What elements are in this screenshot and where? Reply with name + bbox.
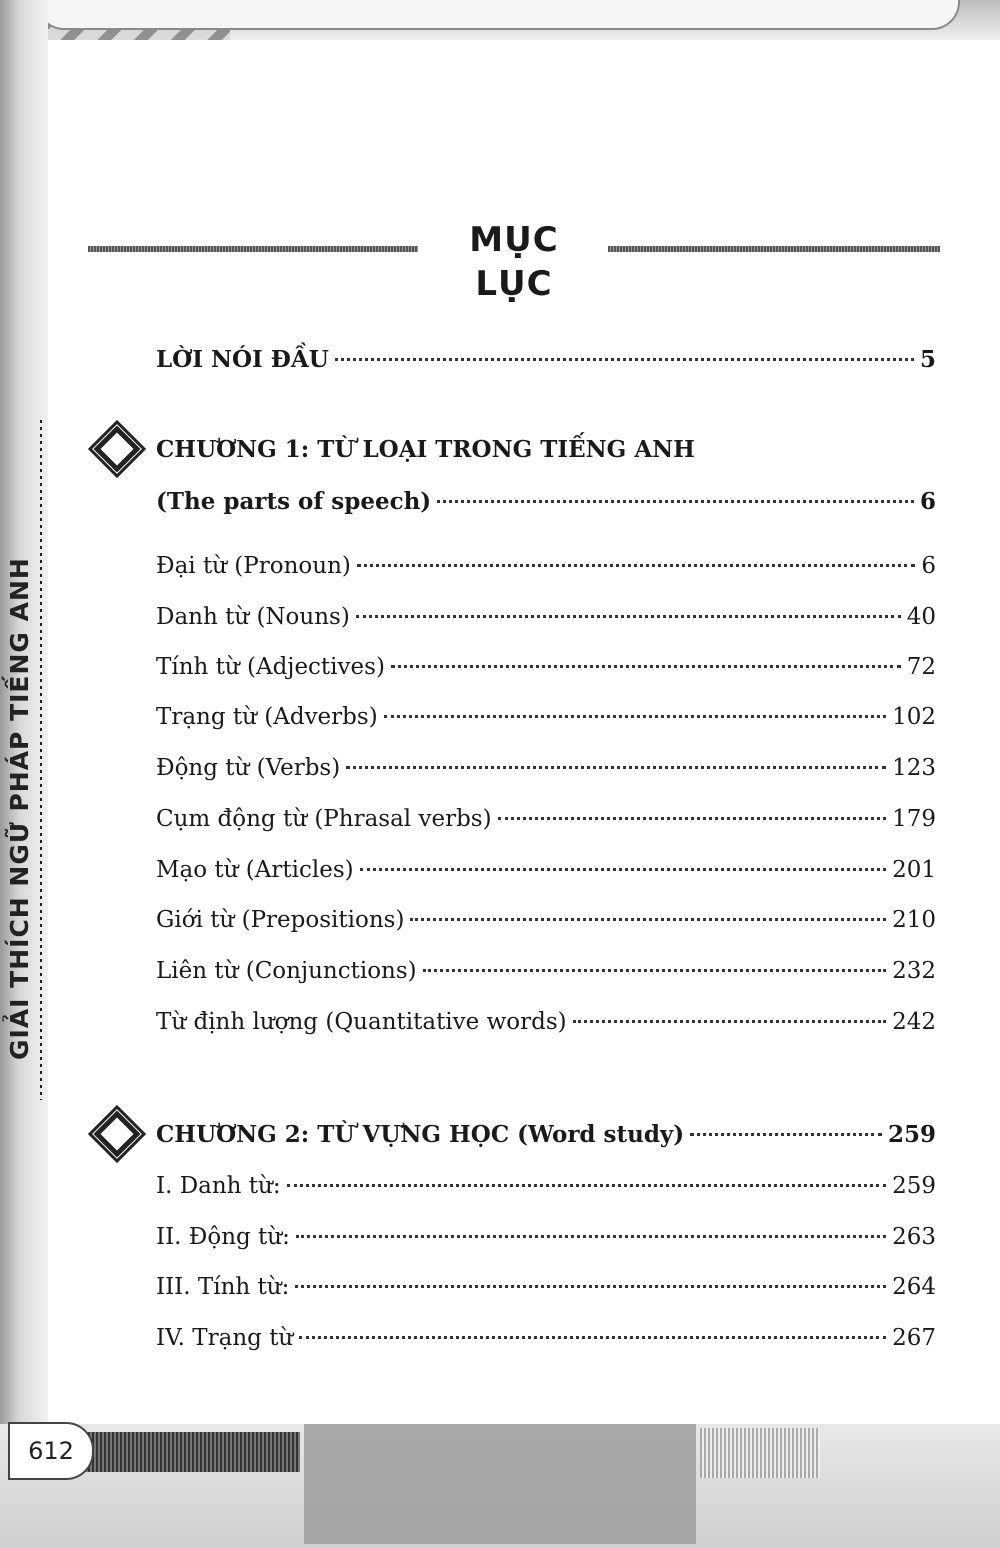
toc-entry-page: 6 <box>921 553 936 579</box>
dot-leader <box>360 868 887 871</box>
chapter-1-title[interactable]: CHƯƠNG 1: TỪ LOẠI TRONG TIẾNG ANH <box>156 436 695 463</box>
dot-leader <box>498 817 887 820</box>
toc-entry-page: 5 <box>919 346 936 373</box>
toc-entry-label: III. Tính từ: <box>156 1274 290 1300</box>
dot-leader <box>299 1336 886 1339</box>
footer-stripe <box>80 1432 300 1472</box>
dot-leader <box>346 766 886 769</box>
toc-entry[interactable] <box>156 752 936 784</box>
toc-entry[interactable] <box>156 651 936 683</box>
dot-leader <box>437 500 914 503</box>
toc-entry-label: Mạo từ (Articles) <box>156 857 354 883</box>
toc-entry-page: 259 <box>887 1121 936 1148</box>
watermark-block <box>304 1424 696 1544</box>
toc-entry[interactable] <box>156 1221 936 1253</box>
toc-entry-page: 201 <box>892 857 936 883</box>
toc-entry-page: 259 <box>892 1173 936 1199</box>
toc-entry-label: IV. Trạng từ <box>156 1325 294 1351</box>
toc-entry[interactable] <box>156 1006 936 1038</box>
dot-leader <box>295 1285 886 1288</box>
toc-entry[interactable] <box>156 701 936 733</box>
dot-leader <box>287 1184 886 1187</box>
dot-leader <box>410 918 886 921</box>
chapter-2-title: CHƯƠNG 2: TỪ VỰNG HỌC (Word study) <box>156 1121 685 1148</box>
toc-entry[interactable] <box>156 1322 936 1354</box>
toc-entry[interactable] <box>156 601 936 633</box>
toc-entry-label: LỜI NÓI ĐẦU <box>156 346 329 373</box>
top-tab-frame <box>36 0 960 30</box>
toc-entry-label: II. Động từ: <box>156 1224 290 1250</box>
toc-entry[interactable] <box>156 955 936 987</box>
dot-leader <box>356 615 901 618</box>
page-number: 612 <box>8 1422 94 1480</box>
toc-entry-label: Trạng từ (Adverbs) <box>156 704 378 730</box>
toc-heading <box>88 218 940 304</box>
toc-entry-preface[interactable] <box>156 344 936 376</box>
toc-entry-chapter-2[interactable] <box>156 1119 936 1151</box>
toc-entry-label: Động từ (Verbs) <box>156 755 341 781</box>
toc-entry-page: 123 <box>892 755 936 781</box>
toc-entry-page: 210 <box>892 907 936 933</box>
toc-entry-label: Liên từ (Conjunctions) <box>156 958 417 984</box>
toc-entry[interactable] <box>156 1271 936 1303</box>
toc-entry-label: Đại từ (Pronoun) <box>156 553 351 579</box>
heading-rule-left <box>88 246 418 252</box>
dot-leader <box>423 969 886 972</box>
page-title: MỤC LỤC <box>469 220 559 304</box>
diamond-bullet-icon <box>88 420 146 478</box>
toc-entry-page: 179 <box>892 806 936 832</box>
toc-entry[interactable] <box>156 550 936 582</box>
diamond-bullet-icon <box>88 1105 146 1163</box>
toc-entry-page: 267 <box>892 1325 936 1351</box>
toc-entry-page: 6 <box>919 488 936 515</box>
toc-entry[interactable] <box>156 854 936 886</box>
dot-leader <box>690 1133 882 1136</box>
toc-entry-page: 242 <box>892 1009 936 1035</box>
toc-entry-page: 40 <box>906 604 936 630</box>
toc-entry-label: Cụm động từ (Phrasal verbs) <box>156 806 492 832</box>
toc-entry-label: Tính từ (Adjectives) <box>156 654 385 680</box>
side-book-title: GIẢI THÍCH NGỮ PHÁP TIẾNG ANH <box>5 557 34 1060</box>
toc-entry-page: 72 <box>906 654 936 680</box>
toc-entry-page: 264 <box>892 1274 936 1300</box>
top-decorative-band <box>0 0 1000 40</box>
toc-entry-label: Giới từ (Prepositions) <box>156 907 405 933</box>
dot-leader <box>335 358 914 361</box>
dot-leader <box>391 665 901 668</box>
toc-entry-label: I. Danh từ: <box>156 1173 281 1199</box>
toc-entry-label: (The parts of speech) <box>156 488 432 515</box>
dot-leader <box>357 564 915 567</box>
dot-leader <box>296 1235 886 1238</box>
toc-entry-label: Danh từ (Nouns) <box>156 604 350 630</box>
toc-entry[interactable] <box>156 803 936 835</box>
dot-leader <box>384 715 886 718</box>
toc-entry-chapter-1[interactable] <box>156 486 936 518</box>
heading-rule-right <box>608 246 940 252</box>
toc-entry-page: 263 <box>892 1224 936 1250</box>
toc-entry[interactable] <box>156 1170 936 1202</box>
toc-entry-label: Từ định lượng (Quantitative words) <box>156 1009 567 1035</box>
toc-entry[interactable] <box>156 904 936 936</box>
dot-leader <box>573 1020 886 1023</box>
toc-entry-page: 232 <box>892 958 936 984</box>
footer-stripe-right <box>700 1428 820 1478</box>
toc-entry-page: 102 <box>892 704 936 730</box>
